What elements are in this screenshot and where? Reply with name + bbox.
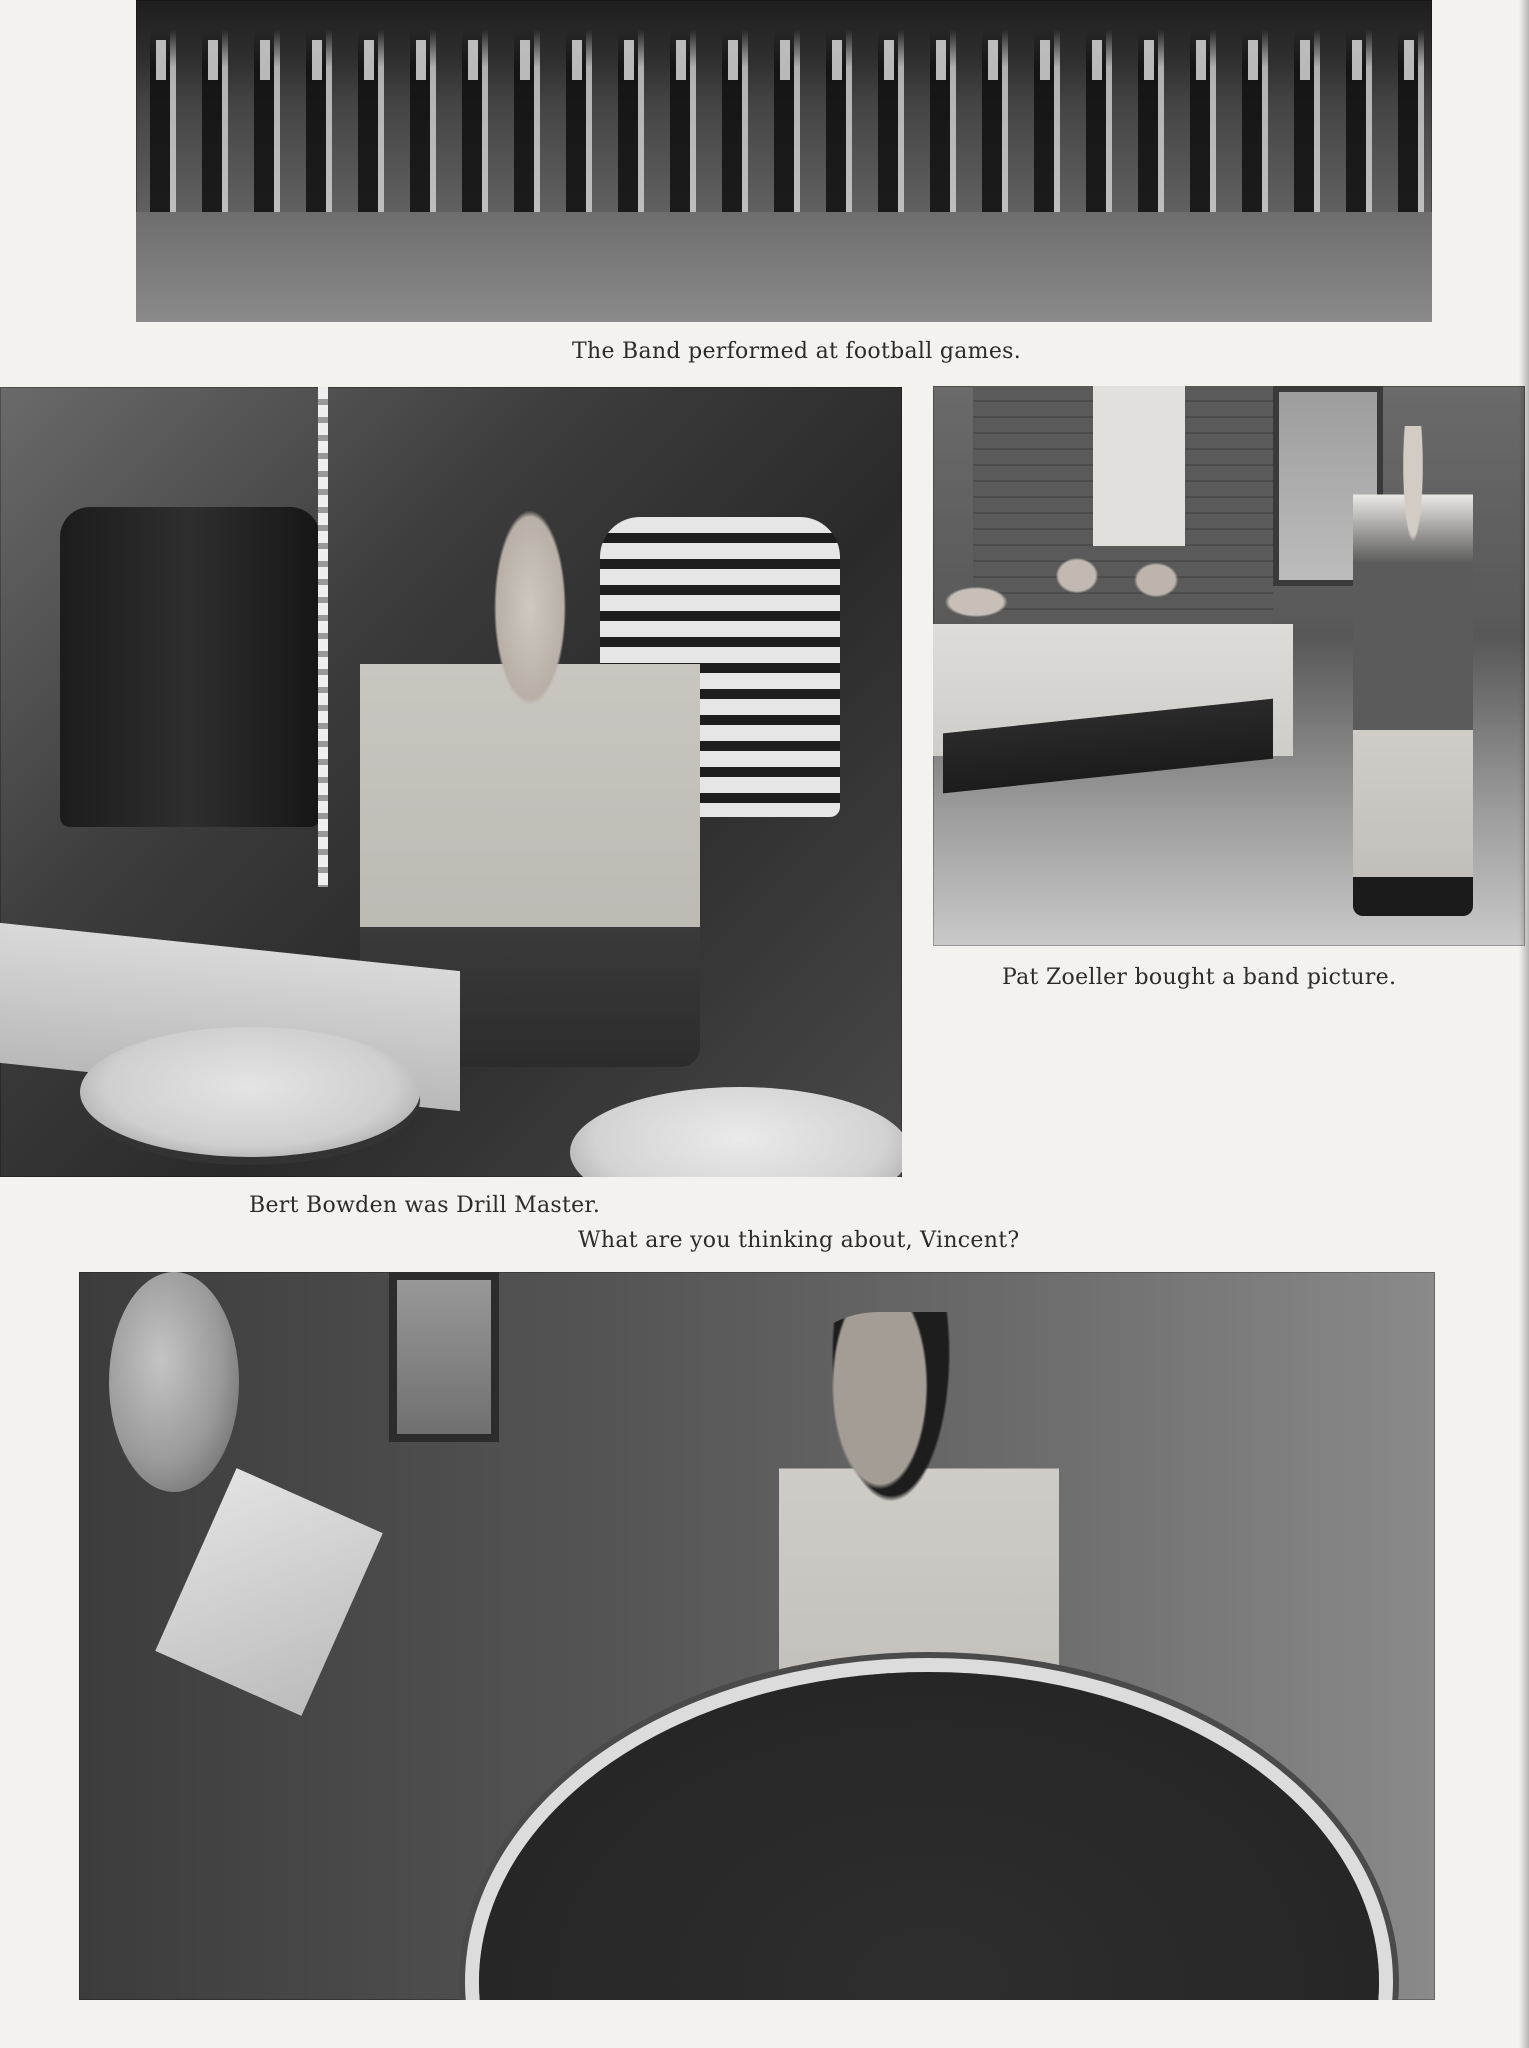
background-window: [389, 1272, 499, 1442]
caption-drill-master: Bert Bowden was Drill Master.: [249, 1193, 601, 1218]
marching-band-photo: [136, 0, 1432, 322]
cymbal: [109, 1272, 239, 1492]
page-binding-edge: [1519, 0, 1529, 2048]
band-picture-sale-photo: [933, 386, 1525, 946]
drill-master-mace: [318, 387, 328, 887]
music-stand: [155, 1468, 383, 1716]
drill-master-photo: [0, 387, 902, 1177]
snare-drum-right: [570, 1087, 902, 1177]
football-field: [136, 212, 1432, 322]
caption-band-performed: The Band performed at football games.: [572, 339, 1022, 364]
caption-vincent: What are you thinking about, Vincent?: [578, 1228, 1020, 1253]
vincent-bass-drum-photo: [79, 1272, 1435, 2000]
hanging-coats: [60, 507, 320, 827]
snare-drum-left: [80, 1027, 420, 1157]
band-plumes: [136, 40, 1432, 80]
standing-girl: [1353, 426, 1473, 916]
bass-drum: [479, 1672, 1379, 2000]
caption-band-picture: Pat Zoeller bought a band picture.: [1002, 965, 1397, 990]
wall-sign: [1093, 386, 1185, 546]
